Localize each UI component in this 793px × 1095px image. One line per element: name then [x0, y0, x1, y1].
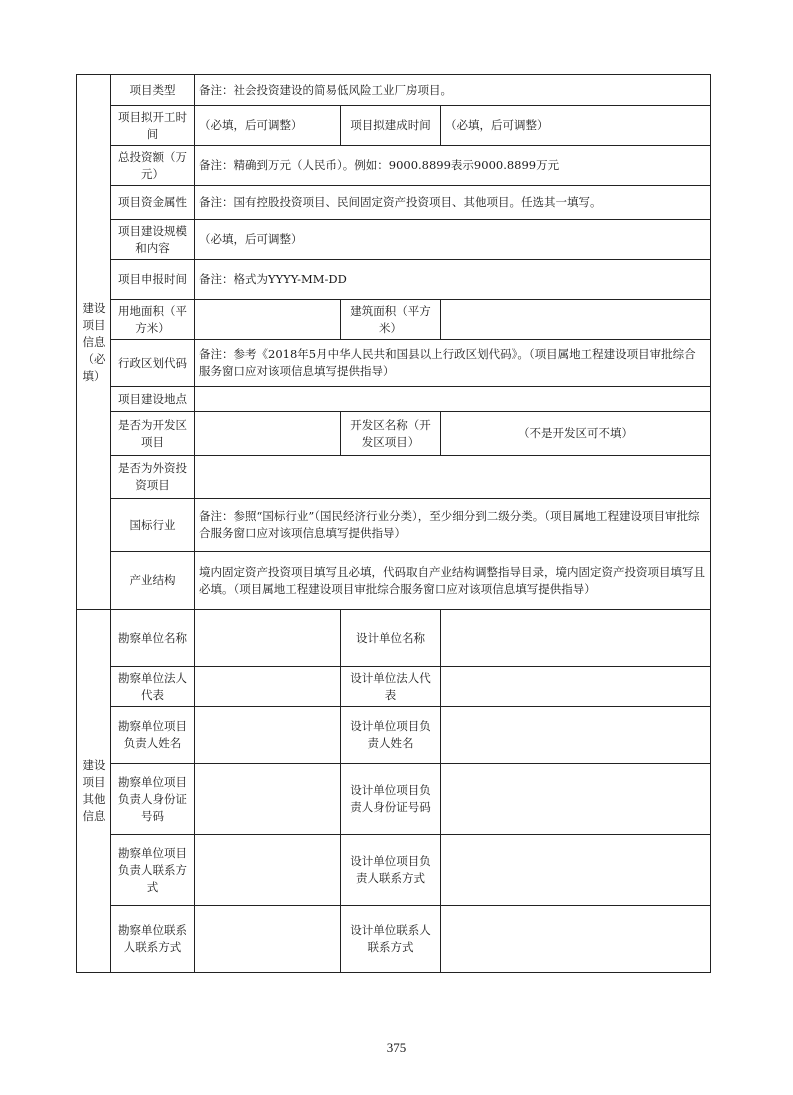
foreign-label: 是否为外资投资项目 — [111, 456, 195, 499]
investment-value[interactable]: 备注：精确到万元（人民币）。例如：9000.8899表示9000.8899万元 — [195, 146, 711, 186]
dev-zone-label: 是否为开发区项目 — [111, 412, 195, 456]
survey-lead-id-label: 勘察单位项目负责人身份证号码 — [111, 764, 195, 835]
building-area-value[interactable] — [441, 300, 711, 340]
form-sheet — [76, 74, 711, 973]
scale-label: 项目建设规模和内容 — [111, 220, 195, 260]
land-area-value[interactable] — [195, 300, 341, 340]
start-time-label: 项目拟开工时间 — [111, 106, 195, 146]
admin-code-label: 行政区划代码 — [111, 340, 195, 387]
row-project-type — [77, 75, 711, 106]
structure-label: 产业结构 — [111, 552, 195, 610]
row-foreign — [77, 456, 711, 499]
scale-value[interactable]: （必填，后可调整） — [195, 220, 711, 260]
design-lead-contact-value[interactable] — [441, 835, 711, 906]
row-scale — [77, 220, 711, 260]
industry-label: 国标行业 — [111, 499, 195, 552]
survey-unit-name-label: 勘察单位名称 — [111, 610, 195, 667]
row-investment — [77, 146, 711, 186]
design-lead-id-label: 设计单位项目负责人身份证号码 — [341, 764, 441, 835]
project-type-value[interactable]: 备注：社会投资建设的简易低风险工业厂房项目。 — [195, 75, 711, 106]
row-contact-person — [77, 906, 711, 973]
survey-legal-rep-label: 勘察单位法人代表 — [111, 667, 195, 707]
section2-label: 建设项目其他信息 — [82, 758, 106, 823]
survey-contact-value[interactable] — [195, 906, 341, 973]
section2-label-cell — [77, 610, 111, 973]
project-type-label: 项目类型 — [111, 75, 195, 106]
start-time-value[interactable]: （必填，后可调整） — [195, 106, 341, 146]
page-number: 375 — [386, 1040, 407, 1055]
design-unit-name-label: 设计单位名称 — [341, 610, 441, 667]
end-time-label: 项目拟建成时间 — [341, 106, 441, 146]
row-location — [77, 387, 711, 412]
apply-time-label: 项目申报时间 — [111, 260, 195, 300]
row-lead-contact — [77, 835, 711, 906]
dev-zone-name-value[interactable]: （不是开发区可不填） — [441, 412, 711, 456]
row-legal-rep — [77, 667, 711, 707]
row-project-lead — [77, 707, 711, 764]
design-unit-name-value[interactable] — [441, 610, 711, 667]
section1-label-cell — [77, 75, 111, 610]
row-area — [77, 300, 711, 340]
row-industry — [77, 499, 711, 552]
survey-lead-contact-value[interactable] — [195, 835, 341, 906]
fund-attr-label: 项目资金属性 — [111, 186, 195, 220]
building-area-label: 建筑面积（平方米） — [341, 300, 441, 340]
survey-project-lead-value[interactable] — [195, 707, 341, 764]
location-value[interactable] — [195, 387, 711, 412]
dev-zone-name-label: 开发区名称（开发区项目） — [341, 412, 441, 456]
row-start-time — [77, 106, 711, 146]
survey-contact-label: 勘察单位联系人联系方式 — [111, 906, 195, 973]
dev-zone-value[interactable] — [195, 412, 341, 456]
fund-attr-value[interactable]: 备注：国有控股投资项目、民间固定资产投资项目、其他项目。任选其一填写。 — [195, 186, 711, 220]
foreign-value[interactable] — [195, 456, 711, 499]
survey-project-lead-label: 勘察单位项目负责人姓名 — [111, 707, 195, 764]
survey-legal-rep-value[interactable] — [195, 667, 341, 707]
survey-lead-contact-label: 勘察单位项目负责人联系方式 — [111, 835, 195, 906]
row-unit-name — [77, 610, 711, 667]
design-contact-value[interactable] — [441, 906, 711, 973]
design-project-lead-value[interactable] — [441, 707, 711, 764]
section1-label: 建设项目信息（必填） — [82, 300, 106, 383]
project-info-table — [76, 74, 711, 973]
row-admin-code — [77, 340, 711, 387]
survey-lead-id-value[interactable] — [195, 764, 341, 835]
location-label: 项目建设地点 — [111, 387, 195, 412]
land-area-label: 用地面积（平方米） — [111, 300, 195, 340]
row-fund-attr — [77, 186, 711, 220]
design-project-lead-label: 设计单位项目负责人姓名 — [341, 707, 441, 764]
row-structure — [77, 552, 711, 610]
design-contact-label: 设计单位联系人联系方式 — [341, 906, 441, 973]
design-lead-id-value[interactable] — [441, 764, 711, 835]
structure-value[interactable]: 境内固定资产投资项目填写且必填，代码取自产业结构调整指导目录，境内固定资产投资项目填写且必填。（项目属地工程建设项目审批综合服务窗口应对该项信息填写提供指导） — [195, 552, 711, 610]
row-apply-time — [77, 260, 711, 300]
design-legal-rep-value[interactable] — [441, 667, 711, 707]
row-dev-zone — [77, 412, 711, 456]
design-legal-rep-label: 设计单位法人代表 — [341, 667, 441, 707]
survey-unit-name-value[interactable] — [195, 610, 341, 667]
apply-time-value[interactable]: 备注：格式为YYYY-MM-DD — [195, 260, 711, 300]
design-lead-contact-label: 设计单位项目负责人联系方式 — [341, 835, 441, 906]
row-lead-id — [77, 764, 711, 835]
investment-label: 总投资额（万元） — [111, 146, 195, 186]
industry-value[interactable]: 备注：参照“国标行业”（国民经济行业分类），至少细分到二级分类。（项目属地工程建设项目审批综合服务窗口应对该项信息填写提供指导） — [195, 499, 711, 552]
end-time-value[interactable]: （必填，后可调整） — [441, 106, 711, 146]
admin-code-value[interactable]: 备注：参考《2018年5月中华人民共和国县以上行政区划代码》。（项目属地工程建设项目审批综合服务窗口应对该项信息填写提供指导） — [195, 340, 711, 387]
